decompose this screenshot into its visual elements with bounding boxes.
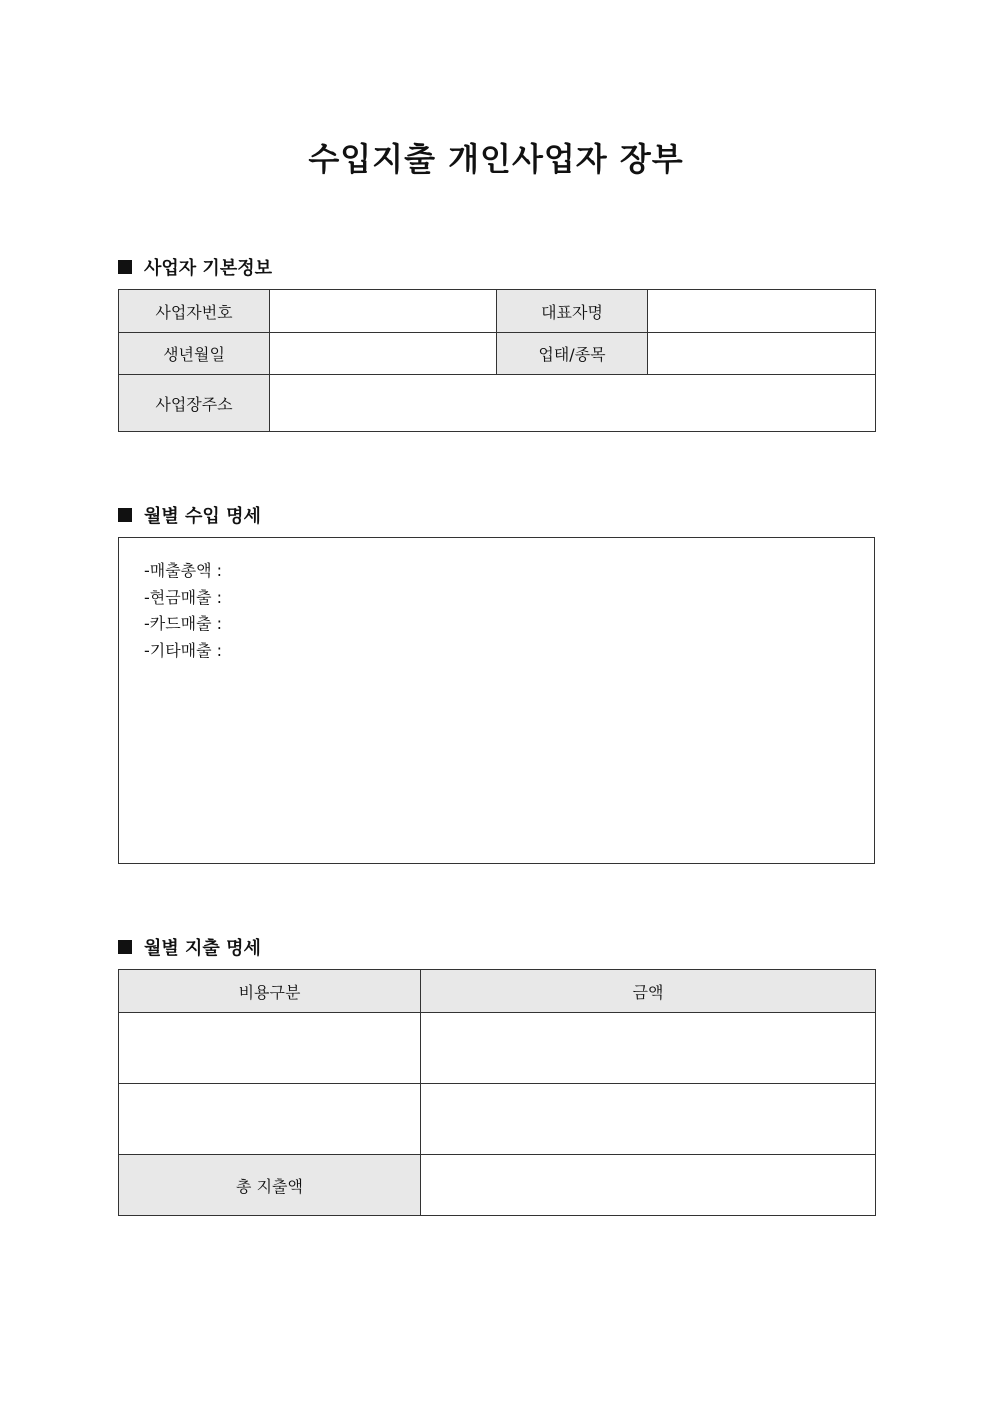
birth-date-label: 생년월일 <box>119 333 270 375</box>
income-heading <box>118 502 261 528</box>
birth-date-field[interactable] <box>270 333 497 375</box>
square-bullet-icon <box>118 260 132 274</box>
total-sales-line: -매출총액 : <box>144 561 223 580</box>
expense-heading-text: 월별 지출 명세 <box>144 938 261 959</box>
category-cell[interactable] <box>119 1084 421 1155</box>
income-box[interactable] <box>118 537 875 864</box>
square-bullet-icon <box>118 940 132 954</box>
total-expense-field[interactable] <box>421 1155 876 1216</box>
basic-info-heading <box>118 254 272 280</box>
table-row <box>119 1013 876 1084</box>
total-expense-label: 총 지출액 <box>119 1155 421 1216</box>
basic-info-heading-text: 사업자 기본정보 <box>144 258 272 279</box>
representative-label: 대표자명 <box>497 290 648 333</box>
business-type-label: 업태/종목 <box>497 333 648 375</box>
basic-info-table <box>118 289 876 432</box>
business-type-field[interactable] <box>648 333 876 375</box>
business-number-label: 사업자번호 <box>119 290 270 333</box>
table-row <box>119 1084 876 1155</box>
representative-field[interactable] <box>648 290 876 333</box>
cash-sales-line: -현금매출 : <box>144 587 223 607</box>
amount-column-header: 금액 <box>421 970 876 1013</box>
address-label: 사업장주소 <box>119 375 270 432</box>
square-bullet-icon <box>118 508 132 522</box>
income-list <box>144 558 222 664</box>
document-title: 수입지출 개인사업자 장부 <box>308 140 684 178</box>
amount-cell[interactable] <box>421 1013 876 1084</box>
category-cell[interactable] <box>119 1013 421 1084</box>
income-heading-text: 월별 수입 명세 <box>144 506 261 527</box>
other-sales-line: -기타매출 : <box>144 640 223 660</box>
amount-cell[interactable] <box>421 1084 876 1155</box>
expense-heading <box>118 934 261 960</box>
address-field[interactable] <box>270 375 876 432</box>
business-number-field[interactable] <box>270 290 497 333</box>
card-sales-line: -카드매출 : <box>144 614 223 633</box>
expense-table <box>118 969 876 1216</box>
category-column-header: 비용구분 <box>119 970 421 1013</box>
